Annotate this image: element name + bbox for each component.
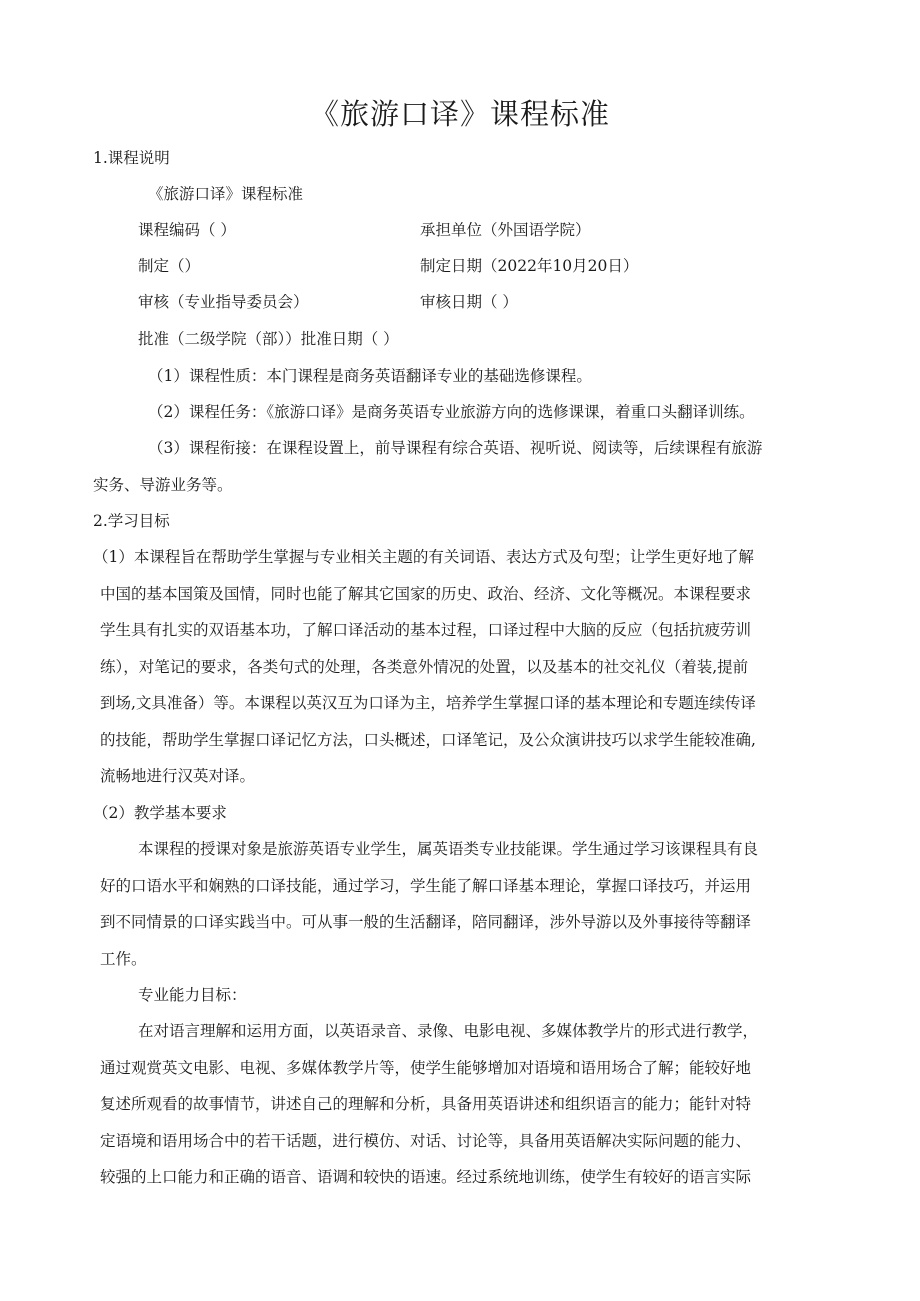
goal-paragraph-line: 中国的基本国策及国情，同时也能了解其它国家的历史、政治、经济、文化等概况。本课程要求 — [100, 585, 752, 603]
reviewer-field: 审核（专业指导委员会） — [138, 293, 309, 311]
requirements-paragraph-line: 工作。 — [100, 950, 147, 968]
goal-paragraph-line: 到场,文具准备）等。本课程以英汉互为口译为主，培养学生掌握口译的基本理论和专题连续传译 — [100, 694, 756, 712]
ability-paragraph-line: 定语境和语用场合中的若干话题，进行模仿、对话、讨论等，具备用英语解决实际问题的能力、 — [100, 1132, 752, 1150]
section-heading-learning-goals: 2.学习目标 — [93, 512, 170, 530]
goal-paragraph-line: 学生具有扎实的双语基本功，了解口译活动的基本过程，口译过程中大脑的反应（包括抗疲劳训 — [100, 621, 752, 639]
course-link-paragraph-line: （3）课程衔接：在课程设置上，前导课程有综合英语、视听说、阅读等，后续课程有旅游 — [148, 439, 763, 457]
ability-paragraph-line: 在对语言理解和运用方面，以英语录音、录像、电影电视、多媒体教学片的形式进行教学， — [138, 1022, 759, 1040]
ability-paragraph-line: 复述所观看的故事情节，讲述自己的理解和分析，具备用英语讲述和组织语言的能力；能针对特 — [100, 1095, 752, 1113]
requirements-paragraph-line: 到不同情景的口译实践当中。可从事一般的生活翻译，陪同翻译，涉外导游以及外事接待等翻译 — [100, 913, 752, 931]
approval-field: 批准（二级学院（部））批准日期（ ） — [138, 330, 399, 348]
section-heading-course-description: 1.课程说明 — [93, 149, 170, 167]
goal-paragraph-line: 流畅地进行汉英对译。 — [100, 767, 256, 785]
subheading-professional-ability: 专业能力目标： — [138, 986, 247, 1004]
ability-paragraph-line: 较强的上口能力和正确的语音、语调和较快的语速。经过系统地训练，使学生有较好的语言实际 — [100, 1168, 752, 1186]
goal-paragraph-line: 的技能，帮助学生掌握口译记忆方法，口头概述，口译笔记，及公众演讲技巧以求学生能较准确, — [100, 731, 756, 749]
document-title: 《旅游口译》课程标准 — [309, 97, 610, 131]
subheading-teaching-requirements: （2）教学基本要求 — [93, 804, 227, 822]
ability-paragraph-line: 通过观赏英文电影、电视、多媒体教学片等，使学生能够增加对语境和语用场合了解；能较好地 — [100, 1059, 752, 1077]
formulation-date-field: 制定日期（2022年10月20日） — [420, 257, 639, 275]
requirements-paragraph-line: 好的口语水平和娴熟的口译技能，通过学习，学生能了解口译基本理论，掌握口译技巧，并运用 — [100, 877, 752, 895]
formulated-by-field: 制定（） — [138, 257, 201, 275]
requirements-paragraph-line: 本课程的授课对象是旅游英语专业学生，属英语类专业技能课。学生通过学习该课程具有良 — [138, 840, 759, 858]
goal-paragraph-line: 练），对笔记的要求，各类句式的处理，各类意外情况的处置，以及基本的社交礼仪（着装,提前 — [100, 658, 749, 676]
course-code-field: 课程编码（ ） — [138, 221, 236, 239]
review-date-field: 审核日期（ ） — [420, 293, 518, 311]
goal-paragraph-line: （1）本课程旨在帮助学生掌握与专业相关主题的有关词语、表达方式及句型；让学生更好地了解 — [93, 548, 754, 566]
responsible-unit-field: 承担单位（外国语学院） — [420, 221, 591, 239]
course-standard-subtitle: 《旅游口译》课程标准 — [148, 185, 304, 203]
course-link-paragraph-line: 实务、导游业务等。 — [93, 476, 233, 494]
course-nature-paragraph: （1）课程性质：本门课程是商务英语翻译专业的基础选修课程。 — [148, 367, 592, 385]
course-task-paragraph: （2）课程任务：《旅游口译》是商务英语专业旅游方向的选修课课，着重口头翻译训练。 — [148, 403, 755, 421]
